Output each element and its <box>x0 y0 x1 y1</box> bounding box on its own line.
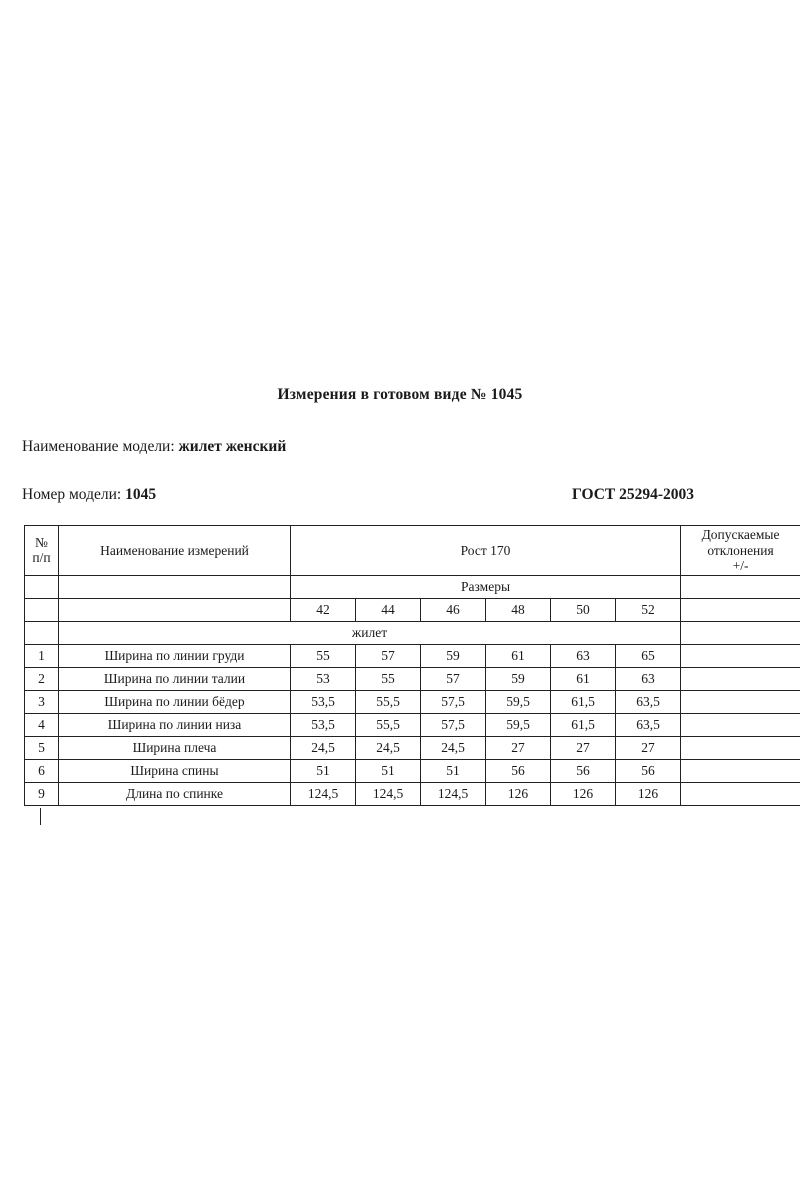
row-value: 57,5 <box>421 713 486 736</box>
table-row <box>25 782 800 805</box>
row-value: 61,5 <box>551 690 616 713</box>
table-group-row <box>25 621 800 644</box>
blank-cell <box>59 598 291 621</box>
blank-cell <box>681 575 800 598</box>
row-value: 126 <box>551 782 616 805</box>
row-number: 1 <box>25 644 59 667</box>
row-value: 63,5 <box>616 690 681 713</box>
row-value: 57 <box>356 644 421 667</box>
row-value: 61 <box>551 667 616 690</box>
row-value: 27 <box>486 736 551 759</box>
blank-cell <box>25 575 59 598</box>
header-num <box>25 526 59 576</box>
row-name: Ширина плеча <box>59 736 291 759</box>
row-value: 124,5 <box>421 782 486 805</box>
table-row <box>25 736 800 759</box>
row-number: 2 <box>25 667 59 690</box>
blank-cell <box>681 621 800 644</box>
model-number-row <box>22 486 156 504</box>
size-header-52: 52 <box>616 598 681 621</box>
row-number: 9 <box>25 782 59 805</box>
row-deviation <box>681 713 800 736</box>
blank-cell <box>25 621 59 644</box>
row-value: 55 <box>291 644 356 667</box>
table-row <box>25 667 800 690</box>
row-value: 55,5 <box>356 690 421 713</box>
row-value: 51 <box>356 759 421 782</box>
header-name: Наименование измерений <box>59 526 291 576</box>
row-value: 55,5 <box>356 713 421 736</box>
row-deviation <box>681 667 800 690</box>
row-value: 55 <box>356 667 421 690</box>
row-value: 63 <box>551 644 616 667</box>
row-value: 56 <box>486 759 551 782</box>
row-value: 57,5 <box>421 690 486 713</box>
blank-cell <box>25 598 59 621</box>
row-value: 59,5 <box>486 713 551 736</box>
standard-reference: ГОСТ 25294-2003 <box>572 486 695 503</box>
row-deviation <box>681 690 800 713</box>
row-value: 27 <box>551 736 616 759</box>
size-header-46: 46 <box>421 598 486 621</box>
row-value: 24,5 <box>421 736 486 759</box>
table-sizes-label-row <box>25 575 800 598</box>
table-sizes-row <box>25 598 800 621</box>
text-cursor <box>40 808 41 825</box>
model-number-value: 1045 <box>125 486 157 503</box>
row-deviation <box>681 644 800 667</box>
row-value: 53 <box>291 667 356 690</box>
row-deviation <box>681 736 800 759</box>
header-height: Рост 170 <box>291 526 681 576</box>
table-row <box>25 644 800 667</box>
measurements-table <box>24 525 800 806</box>
row-name: Ширина спины <box>59 759 291 782</box>
row-value: 61,5 <box>551 713 616 736</box>
size-header-44: 44 <box>356 598 421 621</box>
model-number-label: Номер модели: <box>22 486 122 503</box>
row-number: 3 <box>25 690 59 713</box>
row-value: 126 <box>486 782 551 805</box>
row-value: 59 <box>421 644 486 667</box>
row-value: 57 <box>421 667 486 690</box>
row-value: 124,5 <box>291 782 356 805</box>
model-name-label: Наименование модели: <box>22 438 175 455</box>
size-header-48: 48 <box>486 598 551 621</box>
row-name: Ширина по линии груди <box>59 644 291 667</box>
header-deviations-line2: отклонения <box>707 542 774 558</box>
row-deviation <box>681 759 800 782</box>
row-value: 63,5 <box>616 713 681 736</box>
row-name: Ширина по линии бёдер <box>59 690 291 713</box>
row-value: 53,5 <box>291 713 356 736</box>
row-name: Ширина по линии низа <box>59 713 291 736</box>
row-number: 4 <box>25 713 59 736</box>
row-value: 126 <box>616 782 681 805</box>
row-value: 24,5 <box>291 736 356 759</box>
row-value: 51 <box>291 759 356 782</box>
row-value: 24,5 <box>356 736 421 759</box>
table-row <box>25 690 800 713</box>
row-value: 27 <box>616 736 681 759</box>
header-deviations-line1: Допускаемые <box>701 527 780 542</box>
table-row <box>25 713 800 736</box>
blank-cell <box>59 575 291 598</box>
table-header-row <box>25 526 800 576</box>
row-number: 5 <box>25 736 59 759</box>
header-deviations-line3: +/- <box>732 558 749 574</box>
row-deviation <box>681 782 800 805</box>
size-header-50: 50 <box>551 598 616 621</box>
row-value: 56 <box>551 759 616 782</box>
row-value: 51 <box>421 759 486 782</box>
header-deviations <box>681 526 800 576</box>
row-value: 59,5 <box>486 690 551 713</box>
sizes-label: Размеры <box>291 575 681 598</box>
header-num-line1: № <box>35 534 48 550</box>
blank-cell <box>681 598 800 621</box>
model-name-value: жилет женский <box>178 438 287 455</box>
group-label: жилет <box>59 621 681 644</box>
row-value: 65 <box>616 644 681 667</box>
row-value: 53,5 <box>291 690 356 713</box>
header-num-line2: п/п <box>32 550 51 566</box>
row-name: Ширина по линии талии <box>59 667 291 690</box>
row-value: 124,5 <box>356 782 421 805</box>
row-name: Длина по спинке <box>59 782 291 805</box>
row-value: 59 <box>486 667 551 690</box>
model-name-row <box>22 438 286 456</box>
row-value: 63 <box>616 667 681 690</box>
page-title: Измерения в готовом виде № 1045 <box>277 386 523 403</box>
size-header-42: 42 <box>291 598 356 621</box>
table-row <box>25 759 800 782</box>
row-number: 6 <box>25 759 59 782</box>
row-value: 61 <box>486 644 551 667</box>
row-value: 56 <box>616 759 681 782</box>
